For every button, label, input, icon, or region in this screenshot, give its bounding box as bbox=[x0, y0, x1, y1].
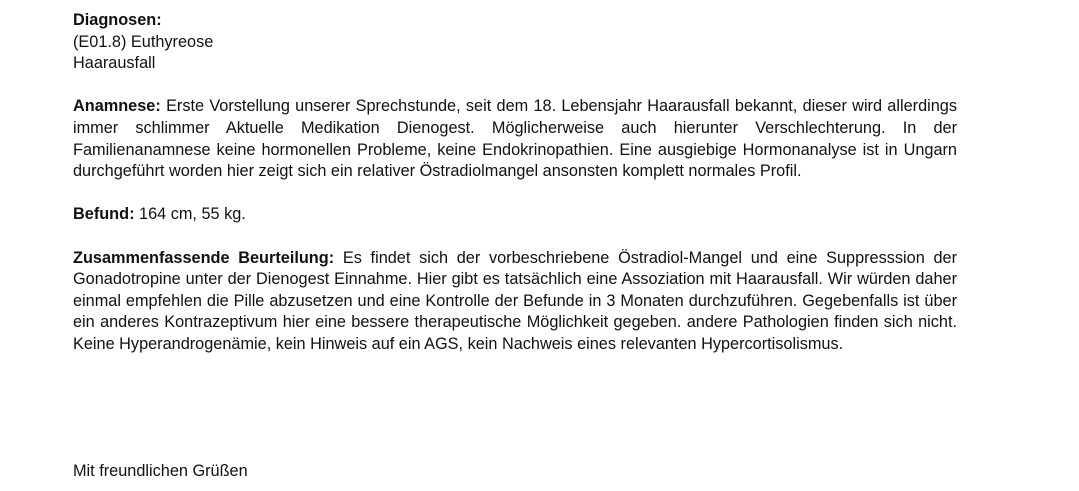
anamnese-section bbox=[73, 96, 957, 182]
beurteilung-section bbox=[73, 248, 957, 356]
befund-heading: Befund: bbox=[73, 205, 135, 224]
diagnosis-item: Haarausfall bbox=[73, 54, 156, 73]
befund-text: 164 cm, 55 kg. bbox=[139, 205, 246, 224]
diagnosen-section bbox=[73, 10, 957, 75]
anamnese-heading: Anamnese: bbox=[73, 97, 161, 116]
diagnosen-heading: Diagnosen: bbox=[73, 11, 162, 29]
beurteilung-text: Es findet sich der vorbeschriebene Östradiol-Mangel und eine Suppresssion der Gonadotropine unter der Dienogest Einnahme. Hier gibt es tatsächlich eine Assoziation mit Haarausfall. Wir würden daher einmal empfehlen die Pille abzusetzen und eine Kontrolle der Befunde in 3 Monaten durchzuführen. Gegebenfalls ist über ein anderes Kontrazeptivum hier eine bessere therapeutische Möglichkeit gegeben. andere Pathologien finden sich nicht. Keine Hyperandrogenämie, kein Hinweis auf ein AGS, kein Nachweis eines relevanten Hypercortisolismus. bbox=[73, 248, 957, 353]
diagnosis-item: (E01.8) Euthyreose bbox=[73, 32, 214, 51]
closing-greeting: Mit freundlichen Grüßen bbox=[73, 462, 248, 480]
anamnese-text: Erste Vorstellung unserer Sprechstunde, seit dem 18. Lebensjahr Haarausfall bekannt, dieser wird allerdings immer schlimmer Aktuelle Medikation Dienogest. Möglicherweise auch hierunter Verschlechterung. In der Familienanamnese keine hormonellen Probleme, keine Endokrinopathien. Eine ausgiebige Hormonanalyse ist in Ungarn durchgeführt worden hier zeigt sich ein relativer Östradiolmangel ansonsten komplett normales Profil. bbox=[73, 97, 957, 181]
report-body bbox=[73, 10, 957, 356]
beurteilung-heading: Zusammenfassende Beurteilung: bbox=[73, 248, 335, 267]
befund-section bbox=[73, 204, 957, 226]
